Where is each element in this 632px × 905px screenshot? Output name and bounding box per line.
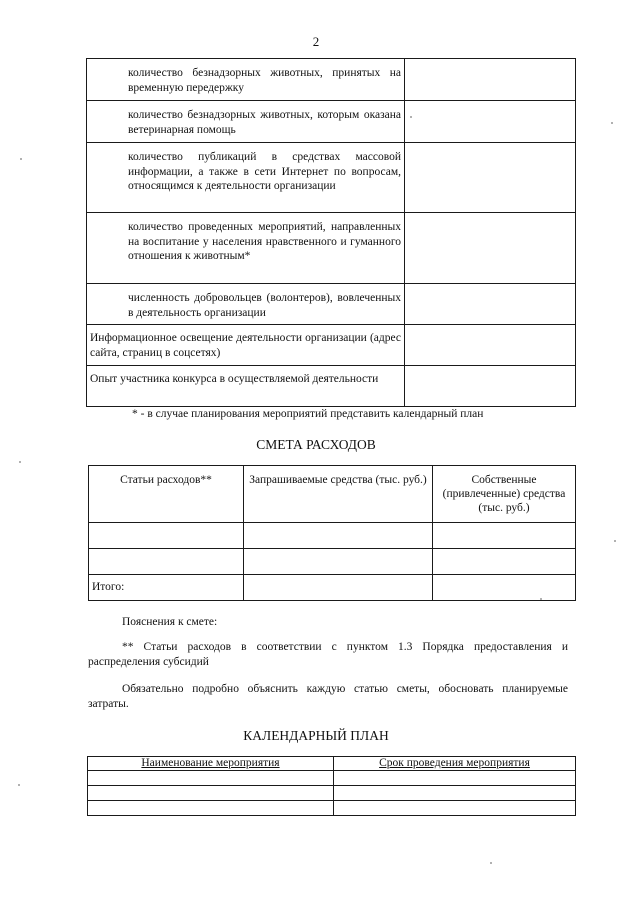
calendar-cell[interactable] bbox=[88, 771, 334, 786]
note-2: Обязательно подробно объяснить каждую статью сметы, обосновать планируемые затраты. bbox=[88, 683, 568, 710]
table-row bbox=[87, 59, 576, 101]
budget-cell[interactable] bbox=[433, 575, 576, 601]
page-number: 2 bbox=[312, 34, 320, 49]
table-row bbox=[87, 101, 576, 143]
budget-cell[interactable] bbox=[89, 523, 244, 549]
indicator-label: Информационное освещение деятельности организации (адрес сайта, страниц в соцсетях) bbox=[87, 325, 405, 366]
indicators-table bbox=[86, 58, 576, 407]
notes-title: Пояснения к смете: bbox=[122, 616, 218, 628]
column-header: Собственные (привлеченные) средства (тыс. руб.) bbox=[433, 466, 576, 523]
indicator-value-cell[interactable] bbox=[405, 143, 576, 213]
budget-cell[interactable] bbox=[244, 575, 433, 601]
indicator-label: количество публикаций в средствах массовой информации, а также в сети Интернет по вопросам, относящимся к деятельности организации bbox=[87, 143, 405, 213]
total-label: Итого: bbox=[89, 575, 244, 601]
scan-speck bbox=[540, 598, 542, 600]
calendar-cell[interactable] bbox=[334, 786, 576, 801]
calendar-table bbox=[87, 756, 576, 816]
column-header: Срок проведения мероприятия bbox=[334, 757, 576, 771]
table-row bbox=[87, 325, 576, 366]
column-header: Наименование мероприятия bbox=[88, 757, 334, 771]
budget-table bbox=[88, 465, 576, 601]
budget-cell[interactable] bbox=[244, 523, 433, 549]
scan-speck bbox=[614, 540, 616, 542]
table-row bbox=[87, 143, 576, 213]
indicator-label: количество безнадзорных животных, принятых на временную передержку bbox=[87, 59, 405, 101]
budget-cell[interactable] bbox=[89, 549, 244, 575]
column-header: Статьи расходов** bbox=[89, 466, 244, 523]
budget-title: СМЕТА РАСХОДОВ bbox=[256, 437, 376, 452]
indicator-value-cell[interactable] bbox=[405, 59, 576, 101]
scan-speck bbox=[490, 862, 492, 864]
table-row bbox=[87, 213, 576, 284]
indicator-label: численность добровольцев (волонтеров), вовлеченных в деятельность организации bbox=[87, 284, 405, 325]
table-header-row bbox=[89, 466, 576, 523]
note-1: ** Статьи расходов в соответствии с пунктом 1.3 Порядка предоставления и распределения субсидий bbox=[88, 641, 568, 668]
scan-speck bbox=[19, 461, 21, 463]
scan-speck bbox=[611, 122, 613, 124]
scan-speck bbox=[18, 784, 20, 786]
table-row bbox=[87, 366, 576, 407]
indicator-value-cell[interactable] bbox=[405, 284, 576, 325]
indicator-label: количество проведенных мероприятий, направленных на воспитание у населения нравственного и гуманного отношения к животным* bbox=[87, 213, 405, 284]
calendar-cell[interactable] bbox=[334, 801, 576, 816]
scan-speck bbox=[410, 116, 412, 118]
table-row bbox=[88, 801, 576, 816]
indicator-label: Опыт участника конкурса в осуществляемой деятельности bbox=[87, 366, 405, 407]
scan-speck bbox=[20, 158, 22, 160]
indicator-value-cell[interactable] bbox=[405, 366, 576, 407]
footnote: * - в случае планирования мероприятий представить календарный план bbox=[132, 408, 484, 420]
calendar-cell[interactable] bbox=[334, 771, 576, 786]
budget-cell[interactable] bbox=[244, 549, 433, 575]
calendar-title: КАЛЕНДАРНЫЙ ПЛАН bbox=[243, 728, 389, 743]
indicator-value-cell[interactable] bbox=[405, 325, 576, 366]
table-row bbox=[89, 549, 576, 575]
indicator-value-cell[interactable] bbox=[405, 213, 576, 284]
table-row bbox=[87, 284, 576, 325]
total-row bbox=[89, 575, 576, 601]
table-row bbox=[88, 786, 576, 801]
indicator-label: количество безнадзорных животных, которым оказана ветеринарная помощь bbox=[87, 101, 405, 143]
table-row bbox=[88, 771, 576, 786]
budget-cell[interactable] bbox=[433, 523, 576, 549]
column-header: Запрашиваемые средства (тыс. руб.) bbox=[244, 466, 433, 523]
budget-cell[interactable] bbox=[433, 549, 576, 575]
table-row bbox=[89, 523, 576, 549]
calendar-cell[interactable] bbox=[88, 786, 334, 801]
table-header-row bbox=[88, 757, 576, 771]
calendar-cell[interactable] bbox=[88, 801, 334, 816]
indicator-value-cell[interactable] bbox=[405, 101, 576, 143]
